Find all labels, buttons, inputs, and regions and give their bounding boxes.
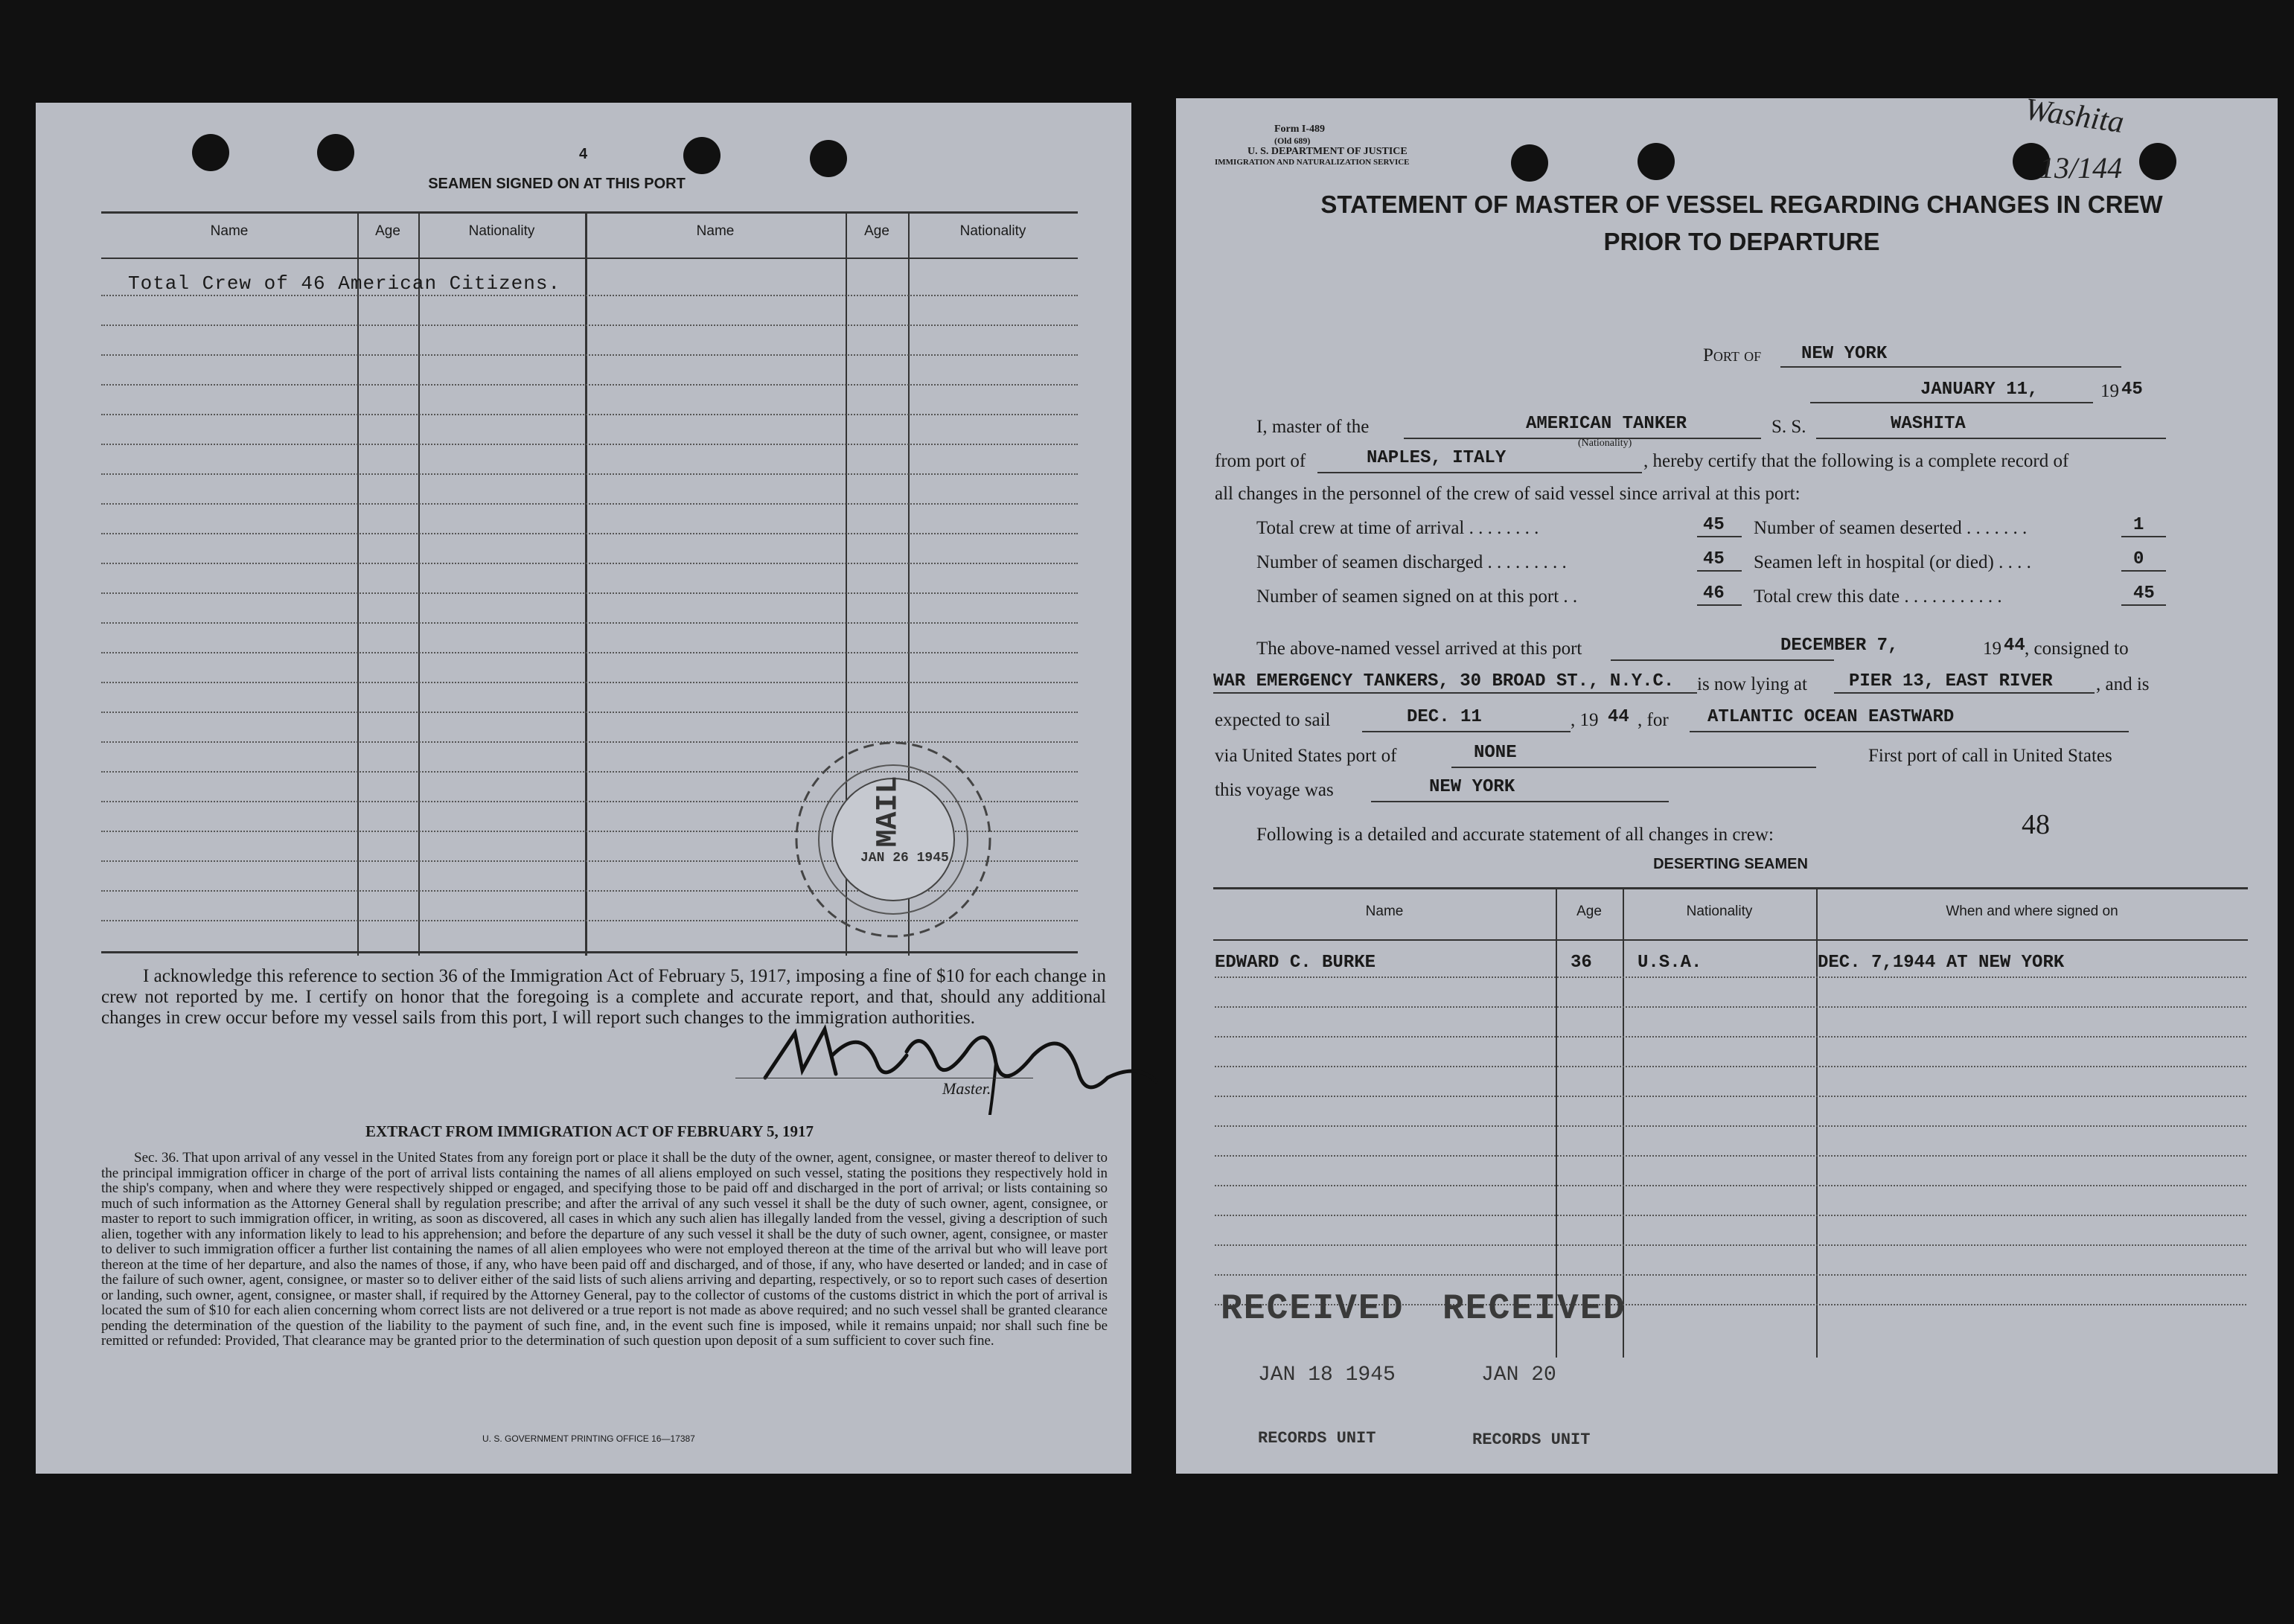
- stat-label-arrival: Total crew at time of arrival . . . . . . . .: [1256, 518, 1539, 538]
- table-row: [101, 682, 1078, 683]
- section-title: SEAMEN SIGNED ON AT THIS PORT: [428, 176, 686, 192]
- mail-stamp-date: JAN 26 1945: [860, 851, 949, 866]
- handwritten-ref: 13/144: [2039, 151, 2123, 185]
- nationality-caption: (Nationality): [1578, 438, 1632, 449]
- punch-hole: [192, 134, 229, 171]
- right-page: [1176, 92, 2278, 1474]
- stat-label-signed-on: Number of seamen signed on at this port . .: [1256, 586, 1578, 607]
- via-text: via United States port of: [1215, 746, 1397, 766]
- col-header-nationality-2: Nationality: [959, 223, 1026, 239]
- year-prefix: 19: [2100, 381, 2119, 401]
- deserting-title: DESERTING SEAMEN: [1653, 856, 1808, 872]
- table-row: [1215, 1215, 2246, 1216]
- des-col-age: Age: [1576, 904, 1602, 919]
- col-header-name: Name: [210, 223, 249, 239]
- stat-value-discharged: 45: [1703, 549, 1725, 569]
- acknowledgement-text: I acknowledge this reference to section 36 of the Immigration Act of February 5, 1917, imposing a fine of $10 for each change in crew not reported by me. I certify on honor that the foregoing is a complete and accurate report, and that, should any additional changes in crew occur before my vessel sails from this port, I will report such changes to the immigration authorities.: [101, 966, 1106, 1028]
- stat-value-signed-on: 46: [1703, 584, 1725, 604]
- certify-text-2: all changes in the personnel of the crew of said vessel since arrival at this port:: [1215, 484, 1801, 504]
- table-row: [101, 563, 1078, 564]
- master-label: I, master of the: [1256, 417, 1370, 437]
- signature-label: Master.: [942, 1079, 991, 1098]
- table-row: [101, 295, 1078, 296]
- received-date-1: JAN 18 1945: [1258, 1364, 1396, 1387]
- ss-label: S. S.: [1771, 417, 1806, 437]
- mail-stamp-label: MAIL: [872, 776, 906, 848]
- nationality-value: AMERICAN TANKER: [1526, 414, 1687, 434]
- des-col-signed: When and where signed on: [1946, 904, 2118, 919]
- deserter-signed: DEC. 7,1944 AT NEW YORK: [1818, 953, 2065, 973]
- stat-label-hospital: Seamen left in hospital (or died) . . . .: [1754, 552, 2031, 572]
- printer-line: U. S. GOVERNMENT PRINTING OFFICE 16—17387: [482, 1433, 695, 1444]
- table-row: [101, 325, 1078, 326]
- table-row: [101, 414, 1078, 415]
- table-top-rule: [101, 211, 1078, 214]
- col-header-age-2: Age: [864, 223, 889, 239]
- received-stamp-1: RECEIVED: [1221, 1289, 1405, 1329]
- col-header-name-2: Name: [696, 223, 735, 239]
- and-is-text: , and is: [2096, 674, 2150, 694]
- table-row: [1215, 1036, 2246, 1038]
- table-row: [101, 533, 1078, 534]
- table-row: [101, 473, 1078, 475]
- sail-date: DEC. 11: [1407, 707, 1482, 727]
- arrived-value: DECEMBER 7,: [1780, 636, 1899, 656]
- year-value: 45: [2121, 380, 2143, 400]
- table-row: [101, 592, 1078, 594]
- first-port-text: First port of call in United States: [1868, 746, 2112, 766]
- handwritten-note: Washita: [2022, 92, 2127, 141]
- certify-text: , hereby certify that the following is a complete record of: [1643, 451, 2069, 471]
- consignee: WAR EMERGENCY TANKERS, 30 BROAD ST., N.Y.C.: [1213, 671, 1675, 691]
- destination: ATLANTIC OCEAN EASTWARD: [1707, 707, 1955, 727]
- punch-hole: [1511, 144, 1548, 182]
- sail-year: 44: [1608, 707, 1629, 727]
- stat-label-deserted: Number of seamen deserted . . . . . . .: [1754, 518, 2028, 538]
- punch-hole: [683, 137, 721, 174]
- punch-hole: [1638, 143, 1675, 180]
- voyage-value: NEW YORK: [1429, 777, 1515, 797]
- table-row: [101, 384, 1078, 386]
- deserter-nationality: U.S.A.: [1638, 953, 1702, 973]
- from-port-value: NAPLES, ITALY: [1367, 448, 1507, 468]
- punch-hole: [317, 134, 354, 171]
- ship-name: WASHITA: [1891, 414, 1966, 434]
- punch-hole: [2139, 143, 2176, 180]
- consigned-text: , consigned to: [2025, 639, 2129, 659]
- table-row: [1215, 1096, 2246, 1097]
- table-row: [101, 444, 1078, 445]
- col-header-nationality: Nationality: [468, 223, 535, 239]
- table-row: [1215, 1274, 2246, 1276]
- stat-label-discharged: Number of seamen discharged . . . . . . . . .: [1256, 552, 1567, 572]
- table-row: [101, 652, 1078, 653]
- table-row: [1215, 1155, 2246, 1157]
- stat-value-arrival: 45: [1703, 515, 1725, 535]
- following-text: Following is a detailed and accurate statement of all changes in crew:: [1256, 825, 1774, 845]
- deserter-age: 36: [1571, 953, 1592, 973]
- received-stamp-2: RECEIVED: [1442, 1289, 1626, 1329]
- page-number: 4: [579, 146, 588, 162]
- voyage-text: this voyage was: [1215, 780, 1334, 800]
- lying-value: PIER 13, EAST RIVER: [1849, 671, 2053, 691]
- master-signature: [750, 1011, 1167, 1115]
- arrived-year-prefix: 19: [1983, 639, 2001, 659]
- table-row: [101, 712, 1078, 713]
- via-value: NONE: [1474, 743, 1517, 763]
- expected-text: expected to sail: [1215, 710, 1331, 730]
- table-row: [1215, 1185, 2246, 1186]
- deserter-name: EDWARD C. BURKE: [1215, 953, 1376, 973]
- department: U. S. DEPARTMENT OF JUSTICE: [1247, 146, 1408, 157]
- records-unit-2: RECORDS UNIT: [1472, 1430, 1591, 1449]
- table-row: [1215, 1006, 2246, 1008]
- left-page: [36, 103, 1131, 1474]
- stat-value-hospital: 0: [2133, 549, 2144, 569]
- total-crew-note: Total Crew of 46 American Citizens.: [128, 272, 561, 295]
- for-text: , for: [1638, 710, 1669, 730]
- des-col-name: Name: [1365, 904, 1404, 919]
- form-title-line1: STATEMENT OF MASTER OF VESSEL REGARDING CHANGES IN CREW: [1320, 191, 2163, 218]
- table-row: [1215, 1125, 2246, 1127]
- extract-title: EXTRACT FROM IMMIGRATION ACT OF FEBRUARY 5, 1917: [365, 1122, 814, 1140]
- extract-text: Sec. 36. That upon arrival of any vessel in the United States from any foreign port or place it shall be the duty of the owner, agent, consignee, or master thereof to deliver to the principal immigration officer in charge of the port of arrival lists containing the names of all aliens employed on such vessel, stating the positions they respectively hold in the ship's company, when and where they were respectively shipped or engaged, and specifying those to be paid off and discharged in the port of arrival; or lists containing so much of such information as the Attorney General shall by regulation prescribe; and after the arrival of any such vessel it shall be the duty of such owner, agent, consignee, or master to report to such immigration officer, in writing, as soon as discovered, all cases in which any such alien has illegally landed from the vessel, giving a description of such alien, together with any information likely to lead to his apprehension; and before the departure of any such vessel it shall be the duty of such owner, agent, consignee, or master to deliver to such immigration officer a further list containing the names of all alien employees who were not employed thereon at the time of the arrival but who will leave port thereon at the time of her departure, and also the names of those, if any, who have been paid off and discharged, and of those, if any, who have deserted or landed; and in case of the failure of such owner, agent, consignee, or master so to deliver either of the said lists of such aliens arriving and departing, respectively, or so to report such cases of desertion or landing, such owner, agent, consignee, or master shall, if required by the Attorney General, pay to the collector of customs of the customs district in which the port of arrival is located the sum of $10 for each alien concerning whom correct lists are not delivered or a true report is not made as above required; and no such vessel shall be granted clearance pending the determination of the question of the liability to the payment of such fine, and, in the event such fine is imposed, while it remains unpaid; nor shall such fine be remitted or refunded: Provided, That clearance may be granted prior to the determination of such question upon deposit of a sum sufficient to cover such fine.: [101, 1150, 1108, 1349]
- arrived-text: The above-named vessel arrived at this port: [1256, 639, 1582, 659]
- arrived-year: 44: [2004, 636, 2025, 656]
- col-header-age: Age: [375, 223, 400, 239]
- table-row: [101, 354, 1078, 356]
- form-old: (Old 689): [1274, 135, 1311, 146]
- stat-value-deserted: 1: [2133, 515, 2144, 535]
- date-value: JANUARY 11,: [1920, 380, 2039, 400]
- table-row: [101, 622, 1078, 624]
- from-port-label: from port of: [1215, 451, 1306, 471]
- table-row: [101, 503, 1078, 505]
- port-value: NEW YORK: [1801, 344, 1888, 364]
- table-row: [1215, 1244, 2246, 1246]
- punch-hole: [810, 140, 847, 177]
- form-id: Form I-489: [1274, 124, 1326, 135]
- service: IMMIGRATION AND NATURALIZATION SERVICE: [1215, 158, 1410, 167]
- sail-year-prefix: , 19: [1571, 710, 1599, 730]
- number-48: 48: [2022, 809, 2050, 840]
- lying-text: is now lying at: [1697, 674, 1807, 694]
- form-title-line2: PRIOR TO DEPARTURE: [1603, 228, 1880, 255]
- records-unit-1: RECORDS UNIT: [1258, 1429, 1376, 1448]
- stat-value-total: 45: [2133, 584, 2155, 604]
- stat-label-total: Total crew this date . . . . . . . . . . .: [1754, 586, 2002, 607]
- table-row: [1215, 1066, 2246, 1067]
- des-col-nationality: Nationality: [1686, 904, 1753, 919]
- received-date-2: JAN 20: [1481, 1364, 1556, 1387]
- port-label: Port of: [1703, 345, 1762, 365]
- table-row: [1215, 976, 2246, 978]
